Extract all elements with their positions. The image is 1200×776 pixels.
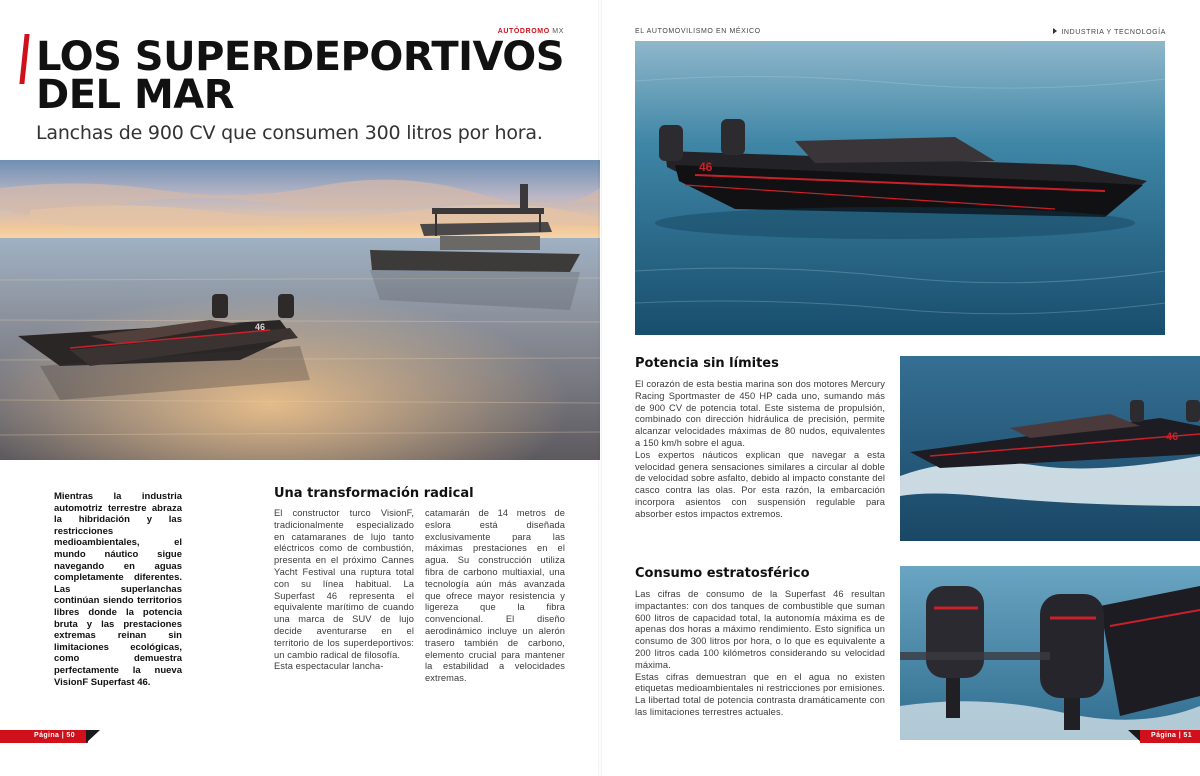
page-number-left: Página | 50 — [34, 732, 75, 739]
brand-name: AUTÓDROMO — [497, 28, 550, 35]
footer-left-wedge — [86, 730, 100, 743]
hull-number-r2: 46 — [1166, 431, 1179, 443]
brand-suffix: MX — [552, 28, 564, 35]
article-subtitle: Lanchas de 900 CV que consumen 300 litros por hora. — [36, 122, 543, 144]
section-heading-transformacion: Una transformación radical — [274, 486, 474, 501]
title-line-2: DEL MAR — [36, 72, 235, 118]
section1-column-1 — [274, 508, 414, 673]
title-line-1: LOS SUPERDEPORTIVOS — [36, 34, 565, 80]
section3-paragraph-2: Estas cifras demuestran que en el agua no existen etiquetas medioambientales ni restricciones por emisiones. La libertad total de potencia contrasta dramáticamente con las limitaciones terrestres actuales. — [635, 671, 885, 717]
article-lead: Mientras la industria automotriz terrestre abraza la hibridación y las restricciones medioambientales, el mundo náutico sigue navegando en aguas completamente diferentes. Las superlanchas continúan siendo territorios libres donde la potencia bruta y las prestaciones extremas reinan sin limitaciones ecológicas, como demuestra perfectamente la nueva VisionF Superfast 46. — [54, 491, 182, 688]
footer-right — [1130, 730, 1200, 743]
speedboat-speed-image — [900, 356, 1200, 541]
speedboat-sea-image — [635, 41, 1165, 335]
section1-paragraph-3: catamarán de 14 metros de eslora está diseñada exclusivamente para las máximas prestaciones en el agua. Su construcción utiliza fibra de carbono multiaxial, una tecnología aún más avanzada que ofrece mayor resistencia y ligereza que la fibra convencional. El diseño aerodinámico incluye un alerón trasero también de carbono, elemento crucial para mantener la estabilidad a velocidades extremas. — [425, 508, 565, 684]
section-label: INDUSTRIA Y TECNOLOGÍA — [1061, 29, 1166, 36]
section2-paragraph-2: Los expertos náuticos explican que navegar a esta velocidad genera sensaciones similares a circular al doble de velocidad sobre asfalto, debido al impacto constante del casco contra las olas. Por esta razón, la embarcación incorpora asientos con suspensión regulable para absorber estos impactos extremos. — [635, 449, 885, 519]
section-heading-potencia: Potencia sin límites — [635, 356, 779, 371]
right-page — [600, 0, 1200, 776]
section-heading-consumo: Consumo estratosférico — [635, 566, 810, 581]
running-header-left: EL AUTOMOVILISMO EN MÉXICO — [635, 28, 761, 35]
spread-gutter — [598, 0, 602, 776]
outboard-engines-image — [900, 566, 1200, 740]
section2-paragraph-1: El corazón de esta bestia marina son dos motores Mercury Racing Sportmaster de 450 HP cada uno, sumando más de 900 CV de potencia total. Este sistema de propulsión, combinado con dirección hidráulica de precisión, permite alcanzar velocidades máximas de 80 nudos, equivalentes a 150 km/h sobre el agua. — [635, 379, 885, 448]
section1-paragraph-2: Esta espectacular lancha- — [274, 661, 384, 672]
running-header-right — [1053, 28, 1166, 36]
triangle-marker-icon — [1053, 28, 1057, 34]
footer-left — [0, 730, 102, 743]
hero-image-sunset-boats — [0, 160, 600, 460]
title-accent-bar — [19, 34, 29, 84]
section1-column-2 — [425, 508, 565, 685]
section1-paragraph-1: El constructor turco VisionF, tradicionalmente especializado en catamaranes de lujo tanto eléctricos como de combustión, presenta en el próximo Cannes Yacht Festival una ruptura total con su línea habitual. La Superfast 46 representa el equivalente marítimo de cuando una marca de SUV de lujo decide aventurarse en el territorio de los superdeportivos: un cambio radical de filosofía. — [274, 508, 414, 660]
section3-text — [635, 589, 885, 719]
hull-number-r1: 46 — [699, 160, 713, 174]
page-number-right: Página | 51 — [1151, 732, 1192, 739]
hull-number-hero: 46 — [255, 322, 266, 332]
section3-paragraph-1: Las cifras de consumo de la Superfast 46 resultan impactantes: con dos tanques de combustible que suman 600 litros de capacidad total, la autonomía máxima es de apenas dos horas a máximo rendimiento. Esto significa un consumo de 300 litros por hora, o lo que es equivalente a 200 litros cada 100 kilómetros considerando su velocidad máxima. — [635, 589, 885, 670]
article-title — [36, 34, 596, 118]
section2-text — [635, 379, 885, 521]
